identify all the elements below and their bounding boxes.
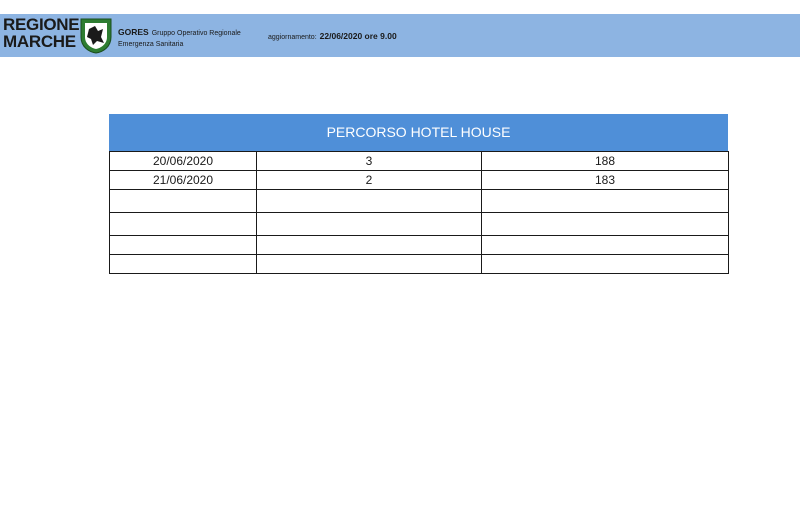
update-value: 22/06/2020 ore 9.00 xyxy=(319,31,397,41)
table-cell-date xyxy=(110,190,257,213)
logo-line1: REGIONE xyxy=(3,15,80,34)
table-row xyxy=(110,152,729,171)
table-cell-value xyxy=(257,255,482,274)
organization-block xyxy=(118,27,241,50)
org-name-line2: Emergenza Sanitaria xyxy=(118,41,184,48)
table-row xyxy=(110,255,729,274)
table-cell-total xyxy=(482,190,729,213)
table-cell-total xyxy=(482,213,729,236)
hotel-house-table xyxy=(109,114,728,274)
org-name-line1: Gruppo Operativo Regionale xyxy=(151,30,241,37)
table-cell-total: 183 xyxy=(482,171,729,190)
table-cell-total xyxy=(482,236,729,255)
table-row xyxy=(110,190,729,213)
table-cell-value: 2 xyxy=(257,171,482,190)
table-cell-date: 20/06/2020 xyxy=(110,152,257,171)
table-cell-date xyxy=(110,236,257,255)
region-logo-text xyxy=(3,16,79,50)
table-cell-value: 3 xyxy=(257,152,482,171)
table-title: PERCORSO HOTEL HOUSE xyxy=(109,114,728,151)
table-cell-total xyxy=(482,255,729,274)
table-row xyxy=(110,213,729,236)
table-row xyxy=(110,236,729,255)
table-row xyxy=(110,171,729,190)
logo-line2: MARCHE xyxy=(3,32,76,51)
org-short-name: GORES xyxy=(118,27,149,37)
table-cell-date xyxy=(110,213,257,236)
regione-marche-crest-icon xyxy=(79,17,113,54)
table-cell-total: 188 xyxy=(482,152,729,171)
table-cell-value xyxy=(257,190,482,213)
update-info xyxy=(268,31,397,41)
update-label: aggiornamento: xyxy=(268,34,317,41)
data-table xyxy=(109,151,729,274)
table-cell-date: 21/06/2020 xyxy=(110,171,257,190)
header-bar xyxy=(0,14,800,57)
table-cell-value xyxy=(257,213,482,236)
table-cell-value xyxy=(257,236,482,255)
table-cell-date xyxy=(110,255,257,274)
